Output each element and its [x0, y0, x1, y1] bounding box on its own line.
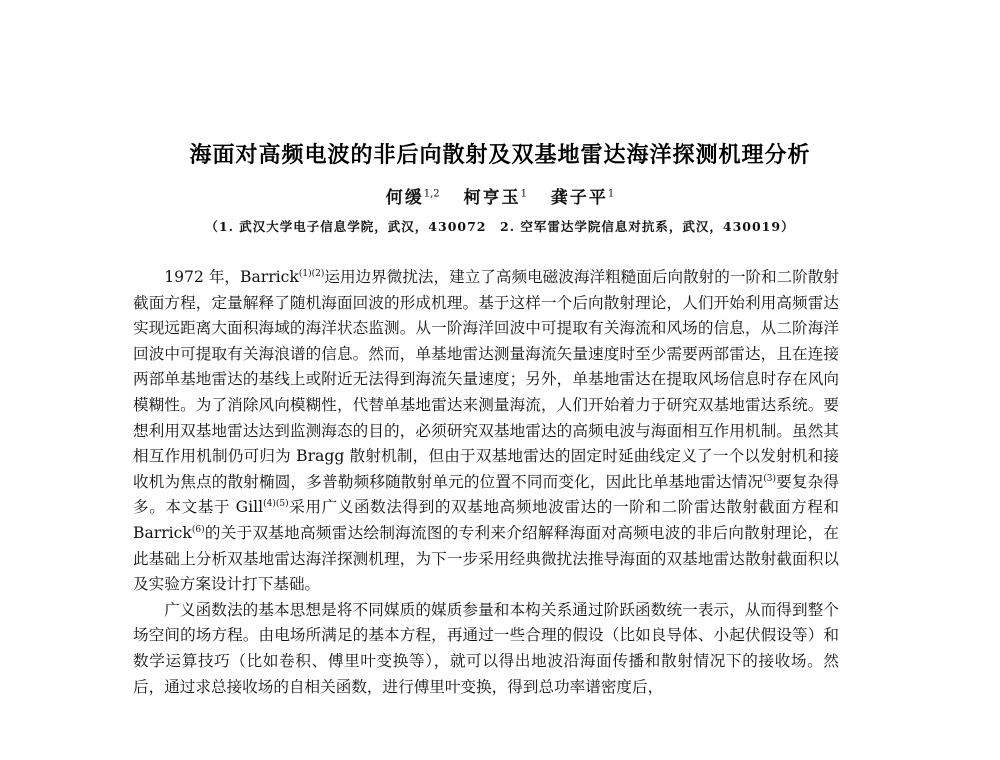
citation-ref: (3) [763, 473, 776, 484]
author-name: 柯亨玉 [463, 188, 521, 208]
paragraph-method: 广义函数法的基本思想是将不同媒质的媒质参量和本构关系通过阶跃函数统一表示，从而得到整个场空间的场方程。由电场所满足的基本方程，再通过一些合理的假设（比如良导体、小起伏假设等）和数学运算技巧（比如卷积、傅里叶变换等），就可以得出地波沿海面传播和散射情况下的接收场。然后，通过求总接收场的自相关函数，进行傅里叶变换，得到总功率谱密度后， [133, 600, 839, 696]
text-run: 1972 年，Barrick [164, 268, 299, 286]
affiliation-line: （1. 武汉大学电子信息学院，武汉，430072 2. 空军雷达学院信息对抗系，武汉，430019） [205, 219, 795, 234]
citation-ref: (6) [191, 524, 205, 535]
author [551, 188, 614, 208]
author [464, 188, 527, 208]
citation-ref: (4)(5) [263, 499, 289, 510]
citation-ref: (1)(2) [298, 268, 325, 279]
author-affiliation-marker: 1 [607, 188, 615, 200]
paragraph-intro [133, 265, 839, 598]
author-list [0, 183, 1000, 208]
author-name: 何缓 [385, 188, 424, 208]
text-run: 采用广义函数法得到的双基地高频地波雷达的一阶和二阶雷达散射截面方程和 Barrick [133, 498, 839, 542]
paper-title: 海面对高频电波的非后向散射及双基地雷达海洋探测机理分析 [189, 143, 811, 168]
text-run: 运用边界微扰法，建立了高频电磁波海洋粗糙面后向散射的一阶和二阶散射截面方程，定量解释了随机海面回波的形成机理。基于这样一个后向散射理论，人们开始利用高频雷达实现远距离大面积海域的海洋状态监测。从一阶海洋回波中可提取有关海流和风场的信息，从二阶海洋回波中可提取有关海浪谱的信息。然而，单基地雷达测量海流矢量速度时至少需要两部雷达，且在连接两部单基地雷达的基线上或附近无法得到海流矢量速度；另外，单基地雷达在提取风场信息时存在风向模糊性。为了消除风向模糊性，代替单基地雷达来测量海流，人们开始着力于研究双基地雷达系统。要想利用双基地雷达达到监测海态的目的，必须研究双基地雷达的高频电波与海面相互作用机制。虽然其相互作用机制仍可归为 Bragg 散射机制，但由于双基地雷达的固定时延曲线定义了一个以发射机和接 收机为焦点的散射椭圆，多普勒频移随散射单元的位置不同而变化，因此比单基地雷达情况 [133, 268, 839, 491]
author-name: 龚子平 [550, 188, 608, 208]
body-text [133, 265, 839, 700]
text-run: 的关于双基地高频雷达绘制海流图的专利来介绍解释海面对高频电波的非后向散射理论，在此基础上分析双基地雷达海洋探测机理，为下一步采用经典微扰法推导海面的双基地雷达散射截面积以及实验方案设计打下基础。 [133, 523, 839, 594]
author-affiliation-marker: 1 [520, 188, 527, 200]
author [386, 188, 440, 208]
author-affiliation-marker: 1,2 [423, 188, 440, 200]
text-run: 要复杂得多。本文基于 Gill [133, 472, 839, 517]
